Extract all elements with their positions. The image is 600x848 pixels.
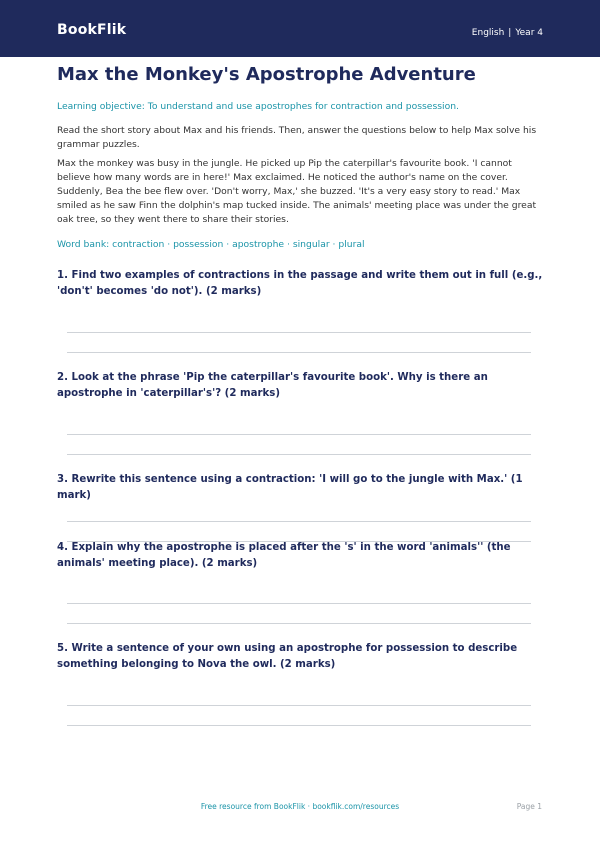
question-4: 4. Explain why the apostrophe is placed after the 's' in the word 'animals'' (the animals' meeting place). (2 marks)	[57, 542, 511, 569]
question-1: 1. Find two examples of contractions in the passage and write them out in full (e.g., 'don't' becomes 'do not'). (2 marks)	[57, 270, 543, 297]
worksheet-title: Max the Monkey's Apostrophe Adventure	[57, 64, 476, 85]
page-header	[0, 0, 600, 57]
story-passage: Max the monkey was busy in the jungle. He picked up Pip the caterpillar's favourite book. 'I cannot believe how many words are in here!' Max exclaimed. He noticed the author's name on the cover. Suddenly, Bea the bee flew over. 'Don't worry, Max,' she buzzed. 'It's a very easy story to read.' Max smiled as he saw Finn the dolphin's map tucked inside. The animals' meeting place was under the great oak tree, so they went there to share their stories.	[57, 158, 537, 225]
brand-logo-text: BookFlik	[57, 22, 127, 38]
answer-line[interactable]	[67, 521, 531, 522]
question-3: 3. Rewrite this sentence using a contraction: 'I will go to the jungle with Max.' (1 mark)	[57, 474, 523, 501]
question-5: 5. Write a sentence of your own using an apostrophe for possession to describe something belonging to Nova the owl. (2 marks)	[57, 643, 518, 670]
answer-line[interactable]	[67, 332, 531, 333]
answer-line[interactable]	[67, 603, 531, 604]
subject-year-label	[472, 28, 543, 38]
answer-line[interactable]	[67, 352, 531, 353]
footer-resource-link[interactable]: Free resource from BookFlik · bookflik.com/resources	[200, 802, 400, 811]
answer-line[interactable]	[67, 434, 531, 435]
answer-line[interactable]	[67, 725, 531, 726]
subject-label: English	[471, 28, 505, 38]
learning-objective: Learning objective: To understand and use apostrophes for contraction and possession.	[57, 101, 459, 112]
answer-line[interactable]	[67, 623, 531, 624]
answer-line[interactable]	[67, 705, 531, 706]
answer-line[interactable]	[67, 454, 531, 455]
instructions-text: Read the short story about Max and his friends. Then, answer the questions below to help Max solve his grammar puzzles.	[57, 125, 537, 150]
year-label: Year 4	[515, 28, 543, 38]
page-number: Page 1	[516, 802, 542, 811]
word-bank: Word bank: contraction · possession · apostrophe · singular · plural	[57, 239, 365, 250]
question-2: 2. Look at the phrase 'Pip the caterpillar's favourite book'. Why is there an apostrophe in 'caterpillar's'? (2 marks)	[57, 372, 488, 399]
meta-separator: |	[508, 28, 512, 38]
